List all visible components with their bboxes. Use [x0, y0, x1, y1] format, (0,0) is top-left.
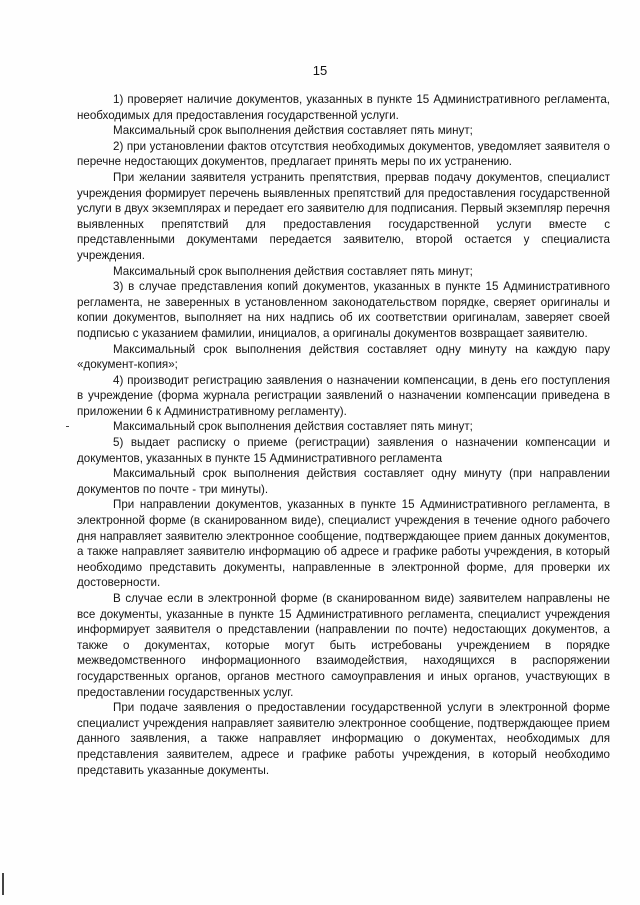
paragraph: При направлении документов, указанных в пункте 15 Административного регламента, в электронной форме (в сканированном виде), специалист учреждения в течение одного рабочего дня направляет заявителю электронное сообщение, подтверждающее прием данных документов, а также направляет заявителю информацию об адресе и графике работы учреждения, в который необходимо представить документы, направленные в электронной форме, для проверки их достоверности. — [77, 498, 610, 590]
paragraph: Максимальный срок выполнения действия составляет одну минуту на каждую пару «документ-копия»; — [77, 342, 610, 372]
paragraph: Максимальный срок выполнения действия составляет пять минут; — [113, 124, 473, 138]
paragraph: Максимальный срок выполнения действия составляет пять минут; — [113, 420, 473, 434]
scan-artifact-mark — [66, 426, 69, 427]
paragraph: В случае если в электронной форме (в сканированном виде) заявителем направлены не все документы, указанные в пункте 15 Административного регламента, специалист учреждения информирует заявителя о представлении (направлении по почте) недостающих документов, а также о документах, которые могут быть истребованы учреждением в порядке межведомственного информационного взаимодействия, находящихся в распоряжении государственных органов, органов местного самоуправления и иных органов, участвующих в предоставлении государственных услуг. — [77, 592, 610, 699]
paragraph: Максимальный срок выполнения действия составляет пять минут; — [113, 264, 473, 278]
document-body — [77, 92, 610, 778]
page-number: 15 — [312, 63, 328, 78]
paragraph: Максимальный срок выполнения действия составляет одну минуту (при направлении документов по почте - три минуты). — [77, 467, 610, 496]
paragraph: При желании заявителя устранить препятствия, прервав подачу документов, специалист учреждения формирует перечень выявленных препятствий для предоставления государственной услуги в двух экземплярах и передает его заявителю для подписания. Первый экземпляр перечня выявленных препятствий для предоставления государственной услуги вместе с представленными документами передается заявителю, второй остается у специалиста учреждения. — [77, 170, 610, 262]
paragraph: 4) производит регистрацию заявления о назначении компенсации, в день его поступления в учреждение (форма журнала регистрации заявлений о назначении компенсации приведена в приложении 6 к Административному регламенту). — [77, 373, 610, 418]
paragraph: При подаче заявления о предоставлении государственной услуги в электронной форме специалист учреждения направляет заявителю электронное сообщение, подтверждающее прием данного заявления, а также направляет информацию о документах, необходимых для представления заявителем, адресе и графике работы учреждения, в который необходимо представить указанные документы. — [77, 701, 610, 777]
scan-artifact-mark — [2, 873, 4, 895]
paragraph: 2) при установлении фактов отсутствия необходимых документов, уведомляет заявителя о перечне недостающих документов, предлагает принять меры по их устранению. — [77, 139, 610, 169]
paragraph: 3) в случае представления копий документов, указанных в пункте 15 Административного регламента, не заверенных в установленном законодательством порядке, сверяет оригиналы и копии документов, выполняет на них надпись об их соответствии оригиналам, заверяет своей подписью с указанием фамилии, инициалов, а оригиналы документов возвращает заявителю. — [77, 280, 610, 340]
paragraph: 5) выдает расписку о приеме (регистрации) заявления о назначении компенсации и документов, указанных в пункте 15 Административного регламента — [77, 436, 610, 465]
paragraph: 1) проверяет наличие документов, указанных в пункте 15 Административного регламента, необходимых для предоставления государственной услуги. — [77, 93, 610, 122]
